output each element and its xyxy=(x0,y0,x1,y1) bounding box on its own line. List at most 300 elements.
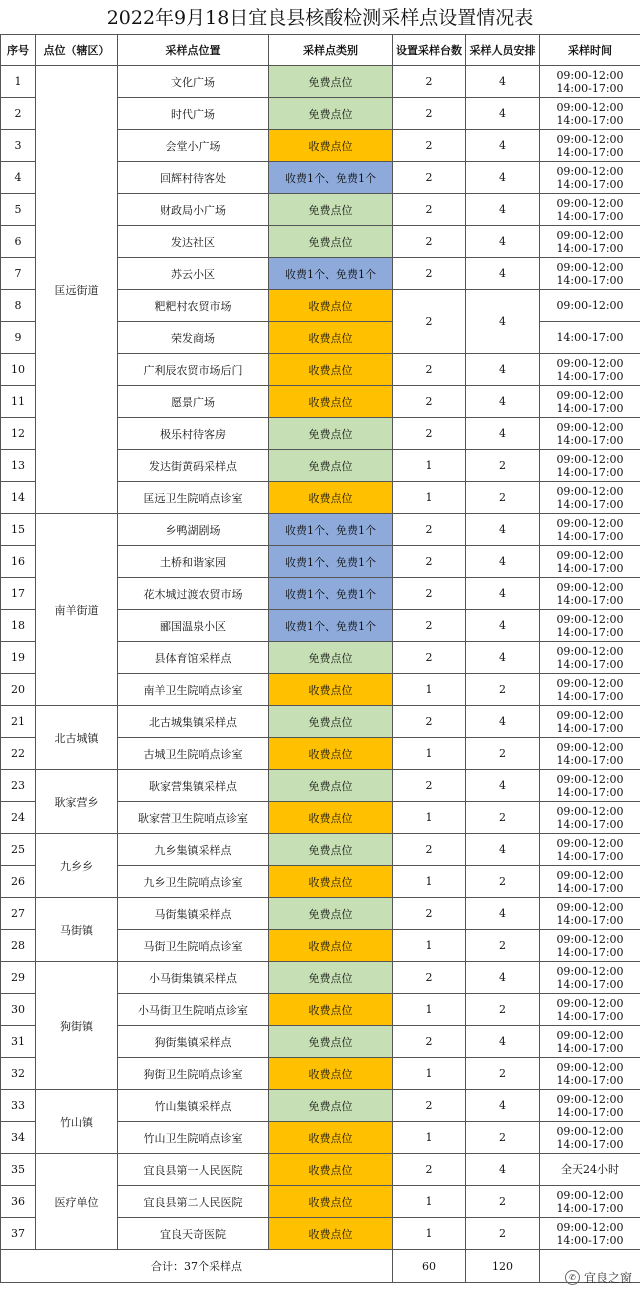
time-slot: 14:00-17:00 xyxy=(556,273,624,287)
staff-cell: 2 xyxy=(466,930,540,962)
time-cell xyxy=(540,962,640,994)
time-cell xyxy=(540,1090,640,1122)
category-cell: 收费点位 xyxy=(269,1154,393,1186)
tables-cell: 2 xyxy=(393,514,466,546)
category-cell: 收费点位 xyxy=(269,1218,393,1250)
table-row xyxy=(1,66,640,98)
time-slot: 09:00-12:00 xyxy=(556,484,624,498)
tables-cell: 2 xyxy=(393,258,466,290)
tables-cell: 1 xyxy=(393,450,466,482)
tables-cell: 2 xyxy=(393,226,466,258)
time-slot: 09:00-12:00 xyxy=(556,164,624,178)
time-slot: 09:00-12:00 xyxy=(556,996,624,1010)
time-slot: 09:00-12:00 xyxy=(556,132,624,146)
table-row xyxy=(1,1090,640,1122)
district-cell: 匡远街道 xyxy=(36,66,118,514)
staff-cell: 4 xyxy=(466,514,540,546)
staff-cell: 4 xyxy=(466,386,540,418)
row-number: 18 xyxy=(1,610,36,642)
time-slot: 09:00-12:00 xyxy=(556,900,624,914)
time-cell xyxy=(540,706,640,738)
category-cell: 免费点位 xyxy=(269,1026,393,1058)
time-slot: 14:00-17:00 xyxy=(556,331,624,344)
row-number: 20 xyxy=(1,674,36,706)
time-slot: 14:00-17:00 xyxy=(556,1137,624,1151)
location-cell: 宜良县第二人民医院 xyxy=(118,1186,269,1218)
time-slot: 09:00-12:00 xyxy=(556,964,624,978)
time-cell xyxy=(540,866,640,898)
tables-cell: 1 xyxy=(393,930,466,962)
row-number: 16 xyxy=(1,546,36,578)
time-slot: 09:00-12:00 xyxy=(556,548,624,562)
time-cell xyxy=(540,1186,640,1218)
time-slot: 09:00-12:00 xyxy=(556,260,624,274)
location-cell: 北古城集镇采样点 xyxy=(118,706,269,738)
time-cell xyxy=(540,1122,640,1154)
row-number: 30 xyxy=(1,994,36,1026)
location-cell: 会堂小广场 xyxy=(118,130,269,162)
time-slot: 14:00-17:00 xyxy=(556,881,624,895)
tables-cell: 2 xyxy=(393,642,466,674)
time-slot: 14:00-17:00 xyxy=(556,657,624,671)
staff-cell: 4 xyxy=(466,642,540,674)
tables-cell: 2 xyxy=(393,834,466,866)
time-cell xyxy=(540,1218,640,1250)
tables-cell: 1 xyxy=(393,738,466,770)
row-number: 36 xyxy=(1,1186,36,1218)
watermark xyxy=(565,1269,632,1286)
location-cell: 回辉村待客处 xyxy=(118,162,269,194)
tables-cell: 1 xyxy=(393,674,466,706)
tables-cell: 2 xyxy=(393,1090,466,1122)
row-number: 5 xyxy=(1,194,36,226)
time-slot: 14:00-17:00 xyxy=(556,913,624,927)
category-cell: 收费点位 xyxy=(269,1186,393,1218)
time-slot: 09:00-12:00 xyxy=(556,612,624,626)
table-row xyxy=(1,1154,640,1186)
district-cell: 南羊街道 xyxy=(36,514,118,706)
category-cell: 免费点位 xyxy=(269,66,393,98)
time-slot: 09:00-12:00 xyxy=(556,100,624,114)
row-number: 26 xyxy=(1,866,36,898)
staff-cell: 4 xyxy=(466,706,540,738)
tables-cell: 1 xyxy=(393,1058,466,1090)
tables-cell: 2 xyxy=(393,1154,466,1186)
category-cell: 收费点位 xyxy=(269,802,393,834)
location-cell: 极乐村待客房 xyxy=(118,418,269,450)
time-slot: 14:00-17:00 xyxy=(556,817,624,831)
time-slot: 09:00-12:00 xyxy=(556,1092,624,1106)
time-cell xyxy=(540,322,640,354)
staff-cell: 4 xyxy=(466,290,540,354)
tables-cell: 2 xyxy=(393,98,466,130)
location-cell: 竹山集镇采样点 xyxy=(118,1090,269,1122)
location-cell: 广利辰农贸市场后门 xyxy=(118,354,269,386)
table-row xyxy=(1,514,640,546)
row-number: 6 xyxy=(1,226,36,258)
sampling-sites-table xyxy=(0,34,640,1283)
time-slot: 14:00-17:00 xyxy=(556,113,624,127)
total-staff: 120 xyxy=(466,1250,540,1283)
time-slot: 14:00-17:00 xyxy=(556,561,624,575)
district-cell: 竹山镇 xyxy=(36,1090,118,1154)
staff-cell: 4 xyxy=(466,258,540,290)
watermark-text: 宜良之窗 xyxy=(583,1271,632,1285)
district-cell: 马街镇 xyxy=(36,898,118,962)
row-number: 22 xyxy=(1,738,36,770)
category-cell: 收费点位 xyxy=(269,1058,393,1090)
staff-cell: 4 xyxy=(466,770,540,802)
tables-cell: 1 xyxy=(393,482,466,514)
location-cell: 狗街卫生院哨点诊室 xyxy=(118,1058,269,1090)
time-slot: 09:00-12:00 xyxy=(556,356,624,370)
time-slot: 09:00-12:00 xyxy=(556,516,624,530)
location-cell: 郦国温泉小区 xyxy=(118,610,269,642)
row-number: 37 xyxy=(1,1218,36,1250)
time-slot: 09:00-12:00 xyxy=(556,836,624,850)
tables-cell: 2 xyxy=(393,578,466,610)
time-slot: 14:00-17:00 xyxy=(556,721,624,735)
staff-cell: 4 xyxy=(466,130,540,162)
location-cell: 宜良天奇医院 xyxy=(118,1218,269,1250)
category-cell: 免费点位 xyxy=(269,194,393,226)
row-number: 7 xyxy=(1,258,36,290)
location-cell: 马街集镇采样点 xyxy=(118,898,269,930)
category-cell: 收费点位 xyxy=(269,866,393,898)
time-slot: 09:00-12:00 xyxy=(556,772,624,786)
category-cell: 收费点位 xyxy=(269,386,393,418)
staff-cell: 2 xyxy=(466,450,540,482)
row-number: 15 xyxy=(1,514,36,546)
time-slot: 14:00-17:00 xyxy=(556,945,624,959)
category-cell: 免费点位 xyxy=(269,706,393,738)
location-cell: 九乡卫生院哨点诊室 xyxy=(118,866,269,898)
time-cell xyxy=(540,98,640,130)
table-body xyxy=(1,66,640,1283)
district-cell: 耿家营乡 xyxy=(36,770,118,834)
column-header: 点位（辖区） xyxy=(36,35,118,66)
staff-cell: 4 xyxy=(466,162,540,194)
time-slot: 14:00-17:00 xyxy=(556,1233,624,1247)
row-number: 21 xyxy=(1,706,36,738)
staff-cell: 4 xyxy=(466,578,540,610)
time-slot: 09:00-12:00 xyxy=(556,1188,624,1202)
category-cell: 收费点位 xyxy=(269,1122,393,1154)
time-cell xyxy=(540,162,640,194)
row-number: 13 xyxy=(1,450,36,482)
location-cell: 土桥和谐家园 xyxy=(118,546,269,578)
time-cell xyxy=(540,1058,640,1090)
time-slot: 14:00-17:00 xyxy=(556,401,624,415)
time-slot: 14:00-17:00 xyxy=(556,1009,624,1023)
tables-cell: 2 xyxy=(393,194,466,226)
row-number: 28 xyxy=(1,930,36,962)
time-cell xyxy=(540,418,640,450)
time-slot: 09:00-12:00 xyxy=(556,580,624,594)
column-header: 采样点类别 xyxy=(269,35,393,66)
tables-cell: 1 xyxy=(393,1122,466,1154)
time-slot: 14:00-17:00 xyxy=(556,785,624,799)
time-slot: 14:00-17:00 xyxy=(556,689,624,703)
time-cell xyxy=(540,354,640,386)
row-number: 3 xyxy=(1,130,36,162)
staff-cell: 2 xyxy=(466,1122,540,1154)
row-number: 24 xyxy=(1,802,36,834)
tables-cell: 2 xyxy=(393,418,466,450)
category-cell: 收费点位 xyxy=(269,738,393,770)
location-cell: 小马街卫生院哨点诊室 xyxy=(118,994,269,1026)
location-cell: 发达街黄码采样点 xyxy=(118,450,269,482)
time-slot: 09:00-12:00 xyxy=(556,1124,624,1138)
tables-cell: 1 xyxy=(393,1186,466,1218)
table-row xyxy=(1,834,640,866)
column-header: 采样人员安排 xyxy=(466,35,540,66)
time-cell xyxy=(540,226,640,258)
tables-cell: 1 xyxy=(393,802,466,834)
location-cell: 小马街集镇采样点 xyxy=(118,962,269,994)
tables-cell: 2 xyxy=(393,290,466,354)
time-slot: 14:00-17:00 xyxy=(556,1041,624,1055)
time-cell xyxy=(540,738,640,770)
location-cell: 发达社区 xyxy=(118,226,269,258)
location-cell: 愿景广场 xyxy=(118,386,269,418)
table-row xyxy=(1,898,640,930)
district-cell: 九乡乡 xyxy=(36,834,118,898)
tables-cell: 2 xyxy=(393,354,466,386)
tables-cell: 1 xyxy=(393,866,466,898)
location-cell: 耿家营卫生院哨点诊室 xyxy=(118,802,269,834)
staff-cell: 4 xyxy=(466,610,540,642)
tables-cell: 2 xyxy=(393,66,466,98)
row-number: 31 xyxy=(1,1026,36,1058)
time-slot: 14:00-17:00 xyxy=(556,241,624,255)
time-cell xyxy=(540,482,640,514)
staff-cell: 4 xyxy=(466,1154,540,1186)
time-cell xyxy=(540,930,640,962)
category-cell: 收费点位 xyxy=(269,130,393,162)
row-number: 19 xyxy=(1,642,36,674)
table-row xyxy=(1,962,640,994)
category-cell: 免费点位 xyxy=(269,962,393,994)
time-slot: 14:00-17:00 xyxy=(556,593,624,607)
tables-cell: 2 xyxy=(393,706,466,738)
time-slot: 14:00-17:00 xyxy=(556,497,624,511)
total-row xyxy=(1,1250,640,1283)
category-cell: 免费点位 xyxy=(269,642,393,674)
staff-cell: 2 xyxy=(466,1218,540,1250)
row-number: 27 xyxy=(1,898,36,930)
row-number: 32 xyxy=(1,1058,36,1090)
location-cell: 文化广场 xyxy=(118,66,269,98)
location-cell: 财政局小广场 xyxy=(118,194,269,226)
category-cell: 收费1个、免费1个 xyxy=(269,514,393,546)
category-cell: 收费点位 xyxy=(269,674,393,706)
time-cell xyxy=(540,642,640,674)
staff-cell: 4 xyxy=(466,546,540,578)
row-number: 12 xyxy=(1,418,36,450)
category-cell: 免费点位 xyxy=(269,1090,393,1122)
time-cell xyxy=(540,258,640,290)
location-cell: 苏云小区 xyxy=(118,258,269,290)
time-slot: 09:00-12:00 xyxy=(556,1220,624,1234)
staff-cell: 4 xyxy=(466,1090,540,1122)
time-slot: 14:00-17:00 xyxy=(556,209,624,223)
row-number: 33 xyxy=(1,1090,36,1122)
location-cell: 九乡集镇采样点 xyxy=(118,834,269,866)
column-header: 设置采样台数 xyxy=(393,35,466,66)
time-slot: 09:00-12:00 xyxy=(556,932,624,946)
row-number: 8 xyxy=(1,290,36,322)
category-cell: 免费点位 xyxy=(269,450,393,482)
row-number: 11 xyxy=(1,386,36,418)
location-cell: 宜良县第一人民医院 xyxy=(118,1154,269,1186)
time-slot: 09:00-12:00 xyxy=(556,1028,624,1042)
location-cell: 县体育馆采样点 xyxy=(118,642,269,674)
time-cell xyxy=(540,450,640,482)
time-slot: 14:00-17:00 xyxy=(556,1073,624,1087)
time-slot: 14:00-17:00 xyxy=(556,1105,624,1119)
staff-cell: 2 xyxy=(466,994,540,1026)
location-cell: 耿家营集镇采样点 xyxy=(118,770,269,802)
row-number: 4 xyxy=(1,162,36,194)
time-slot: 14:00-17:00 xyxy=(556,177,624,191)
time-cell xyxy=(540,770,640,802)
time-slot: 09:00-12:00 xyxy=(556,708,624,722)
row-number: 17 xyxy=(1,578,36,610)
district-cell: 狗街镇 xyxy=(36,962,118,1090)
tables-cell: 2 xyxy=(393,610,466,642)
district-cell: 医疗单位 xyxy=(36,1154,118,1250)
location-cell: 时代广场 xyxy=(118,98,269,130)
header-row xyxy=(1,35,640,66)
location-cell: 南羊卫生院哨点诊室 xyxy=(118,674,269,706)
time-slot: 09:00-12:00 xyxy=(556,420,624,434)
category-cell: 收费1个、免费1个 xyxy=(269,162,393,194)
tables-cell: 2 xyxy=(393,962,466,994)
district-cell: 北古城镇 xyxy=(36,706,118,770)
staff-cell: 4 xyxy=(466,898,540,930)
column-header: 采样时间 xyxy=(540,35,640,66)
staff-cell: 2 xyxy=(466,802,540,834)
time-slot: 14:00-17:00 xyxy=(556,369,624,383)
time-slot: 09:00-12:00 xyxy=(556,676,624,690)
category-cell: 免费点位 xyxy=(269,898,393,930)
staff-cell: 4 xyxy=(466,226,540,258)
staff-cell: 2 xyxy=(466,1186,540,1218)
time-cell xyxy=(540,66,640,98)
time-slot: 09:00-12:00 xyxy=(556,299,624,312)
time-cell xyxy=(540,578,640,610)
row-number: 2 xyxy=(1,98,36,130)
time-cell xyxy=(540,130,640,162)
time-cell xyxy=(540,610,640,642)
staff-cell: 4 xyxy=(466,66,540,98)
time-slot: 14:00-17:00 xyxy=(556,465,624,479)
time-slot: 14:00-17:00 xyxy=(556,625,624,639)
category-cell: 收费点位 xyxy=(269,322,393,354)
time-cell xyxy=(540,674,640,706)
page-title: 2022年9月18日宜良县核酸检测采样点设置情况表 xyxy=(106,7,534,29)
staff-cell: 4 xyxy=(466,962,540,994)
category-cell: 收费点位 xyxy=(269,482,393,514)
staff-cell: 4 xyxy=(466,418,540,450)
time-slot: 14:00-17:00 xyxy=(556,433,624,447)
row-number: 14 xyxy=(1,482,36,514)
location-cell: 竹山卫生院哨点诊室 xyxy=(118,1122,269,1154)
time-cell xyxy=(540,546,640,578)
row-number: 34 xyxy=(1,1122,36,1154)
column-header: 采样点位置 xyxy=(118,35,269,66)
tables-cell: 2 xyxy=(393,546,466,578)
staff-cell: 2 xyxy=(466,1058,540,1090)
category-cell: 收费1个、免费1个 xyxy=(269,578,393,610)
time-slot: 14:00-17:00 xyxy=(556,753,624,767)
time-slot: 09:00-12:00 xyxy=(556,644,624,658)
total-tables: 60 xyxy=(393,1250,466,1283)
tables-cell: 1 xyxy=(393,1218,466,1250)
location-cell: 乡鸭湖剧场 xyxy=(118,514,269,546)
time-slot: 09:00-12:00 xyxy=(556,868,624,882)
table-row xyxy=(1,706,640,738)
category-cell: 收费点位 xyxy=(269,994,393,1026)
time-slot: 14:00-17:00 xyxy=(556,977,624,991)
staff-cell: 4 xyxy=(466,98,540,130)
total-label: 合计：37个采样点 xyxy=(1,1250,393,1283)
time-cell xyxy=(540,802,640,834)
time-slot: 14:00-17:00 xyxy=(556,849,624,863)
category-cell: 免费点位 xyxy=(269,834,393,866)
time-slot: 14:00-17:00 xyxy=(556,145,624,159)
time-cell xyxy=(540,834,640,866)
location-cell: 狗街集镇采样点 xyxy=(118,1026,269,1058)
time-cell xyxy=(540,898,640,930)
category-cell: 免费点位 xyxy=(269,770,393,802)
staff-cell: 4 xyxy=(466,834,540,866)
tables-cell: 2 xyxy=(393,1026,466,1058)
time-slot: 09:00-12:00 xyxy=(556,228,624,242)
staff-cell: 4 xyxy=(466,354,540,386)
category-cell: 免费点位 xyxy=(269,98,393,130)
time-cell xyxy=(540,994,640,1026)
location-cell: 花木城过渡农贸市场 xyxy=(118,578,269,610)
row-number: 10 xyxy=(1,354,36,386)
category-cell: 收费1个、免费1个 xyxy=(269,258,393,290)
location-cell: 粑粑村农贸市场 xyxy=(118,290,269,322)
staff-cell: 2 xyxy=(466,738,540,770)
category-cell: 收费点位 xyxy=(269,354,393,386)
time-slot: 09:00-12:00 xyxy=(556,804,624,818)
staff-cell: 2 xyxy=(466,674,540,706)
time-slot: 09:00-12:00 xyxy=(556,196,624,210)
staff-cell: 2 xyxy=(466,482,540,514)
time-slot: 全天24小时 xyxy=(561,1163,619,1176)
staff-cell: 4 xyxy=(466,194,540,226)
row-number: 23 xyxy=(1,770,36,802)
time-slot: 09:00-12:00 xyxy=(556,1060,624,1074)
location-cell: 古城卫生院哨点诊室 xyxy=(118,738,269,770)
table-row xyxy=(1,770,640,802)
time-slot: 09:00-12:00 xyxy=(556,740,624,754)
wechat-icon: ✆ xyxy=(565,1270,580,1285)
category-cell: 免费点位 xyxy=(269,418,393,450)
time-cell xyxy=(540,1154,640,1186)
row-number: 25 xyxy=(1,834,36,866)
staff-cell: 2 xyxy=(466,866,540,898)
row-number: 35 xyxy=(1,1154,36,1186)
location-cell: 马街卫生院哨点诊室 xyxy=(118,930,269,962)
category-cell: 收费点位 xyxy=(269,290,393,322)
row-number: 9 xyxy=(1,322,36,354)
